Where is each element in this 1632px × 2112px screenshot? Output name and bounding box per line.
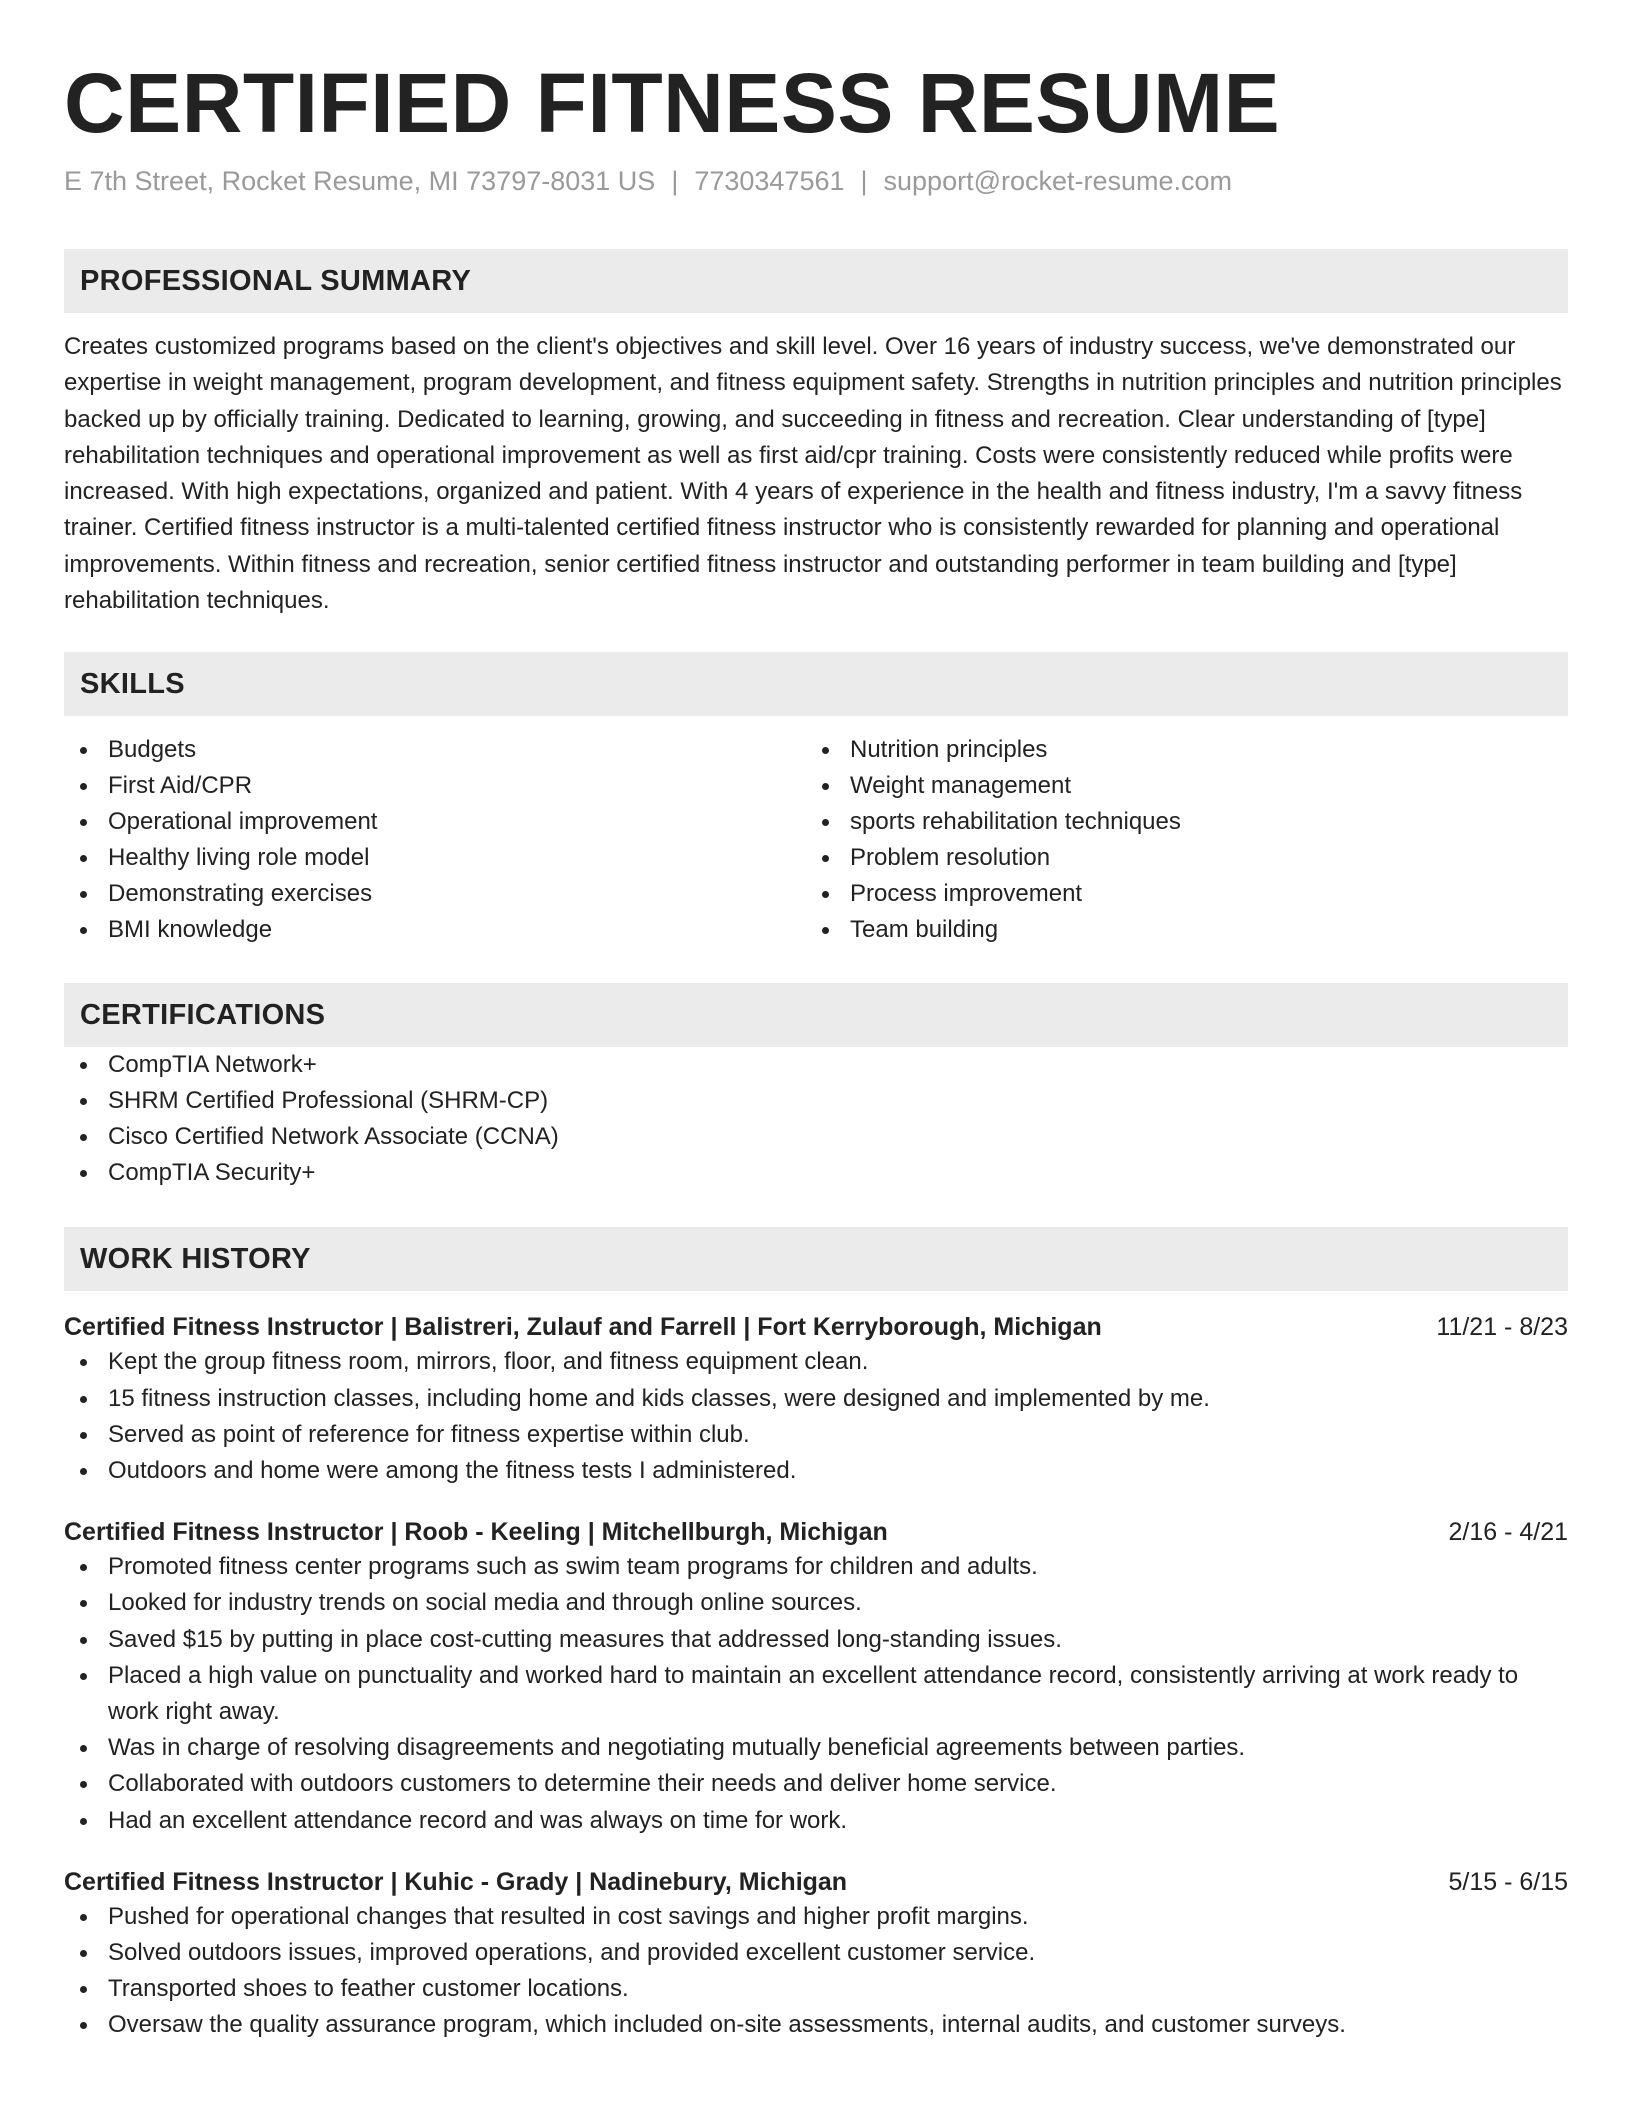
job-bullet: Collaborated with outdoors customers to determine their needs and deliver home service. xyxy=(64,1766,1568,1802)
job-header xyxy=(64,1515,1568,1549)
skills-grid xyxy=(64,732,1568,948)
contact-address: E 7th Street, Rocket Resume, MI 73797-8031 US xyxy=(64,166,656,196)
job-dates: 2/16 - 4/21 xyxy=(1448,1518,1568,1547)
section-header-work-history: WORK HISTORY xyxy=(64,1227,1568,1291)
contact-email: support@rocket-resume.com xyxy=(883,166,1233,196)
job-bullets xyxy=(64,1899,1568,2044)
resume-title: CERTIFIED FITNESS RESUME xyxy=(64,56,1281,150)
job-bullet: Pushed for operational changes that resulted in cost savings and higher profit margins. xyxy=(64,1899,1568,1935)
section-header-certifications: CERTIFICATIONS xyxy=(64,983,1568,1047)
contact-separator: | xyxy=(860,166,868,196)
contact-phone: 7730347561 xyxy=(694,166,845,196)
certifications-list xyxy=(64,1047,1568,1191)
skill-item: Process improvement xyxy=(806,876,1548,912)
certification-item: SHRM Certified Professional (SHRM-CP) xyxy=(64,1083,1568,1119)
job-dates: 5/15 - 6/15 xyxy=(1448,1867,1568,1896)
section-header-skills: SKILLS xyxy=(64,652,1568,716)
job-title: Certified Fitness Instructor | Kuhic - Grady | Nadinebury, Michigan xyxy=(64,1867,848,1896)
job-bullet: Solved outdoors issues, improved operations, and provided excellent customer service. xyxy=(64,1935,1568,1971)
certification-item: Cisco Certified Network Associate (CCNA) xyxy=(64,1119,1568,1155)
certification-item: CompTIA Security+ xyxy=(64,1155,1568,1191)
section-header-summary: PROFESSIONAL SUMMARY xyxy=(64,249,1568,313)
skill-item: Weight management xyxy=(806,768,1548,804)
job-bullet: Placed a high value on punctuality and worked hard to maintain an excellent attendance record, consistently arriving at work ready to work right away. xyxy=(64,1658,1568,1730)
job-bullet: Served as point of reference for fitness expertise within club. xyxy=(64,1417,1568,1453)
job-bullets xyxy=(64,1344,1568,1489)
job-bullet: Outdoors and home were among the fitness tests I administered. xyxy=(64,1453,1568,1489)
skills-column-right xyxy=(806,732,1548,948)
contact-line xyxy=(64,164,1568,198)
job-bullet: Saved $15 by putting in place cost-cutting measures that addressed long-standing issues. xyxy=(64,1622,1568,1658)
skill-item: Nutrition principles xyxy=(806,732,1548,768)
skill-item: Team building xyxy=(806,912,1548,948)
job-header xyxy=(64,1310,1568,1344)
job-dates: 11/21 - 8/23 xyxy=(1436,1313,1568,1342)
job-bullet: Looked for industry trends on social media and through online sources. xyxy=(64,1585,1568,1621)
job-bullet: Had an excellent attendance record and was always on time for work. xyxy=(64,1803,1568,1839)
job-title: Certified Fitness Instructor | Balistreri, Zulauf and Farrell | Fort Kerryborough, Michigan xyxy=(64,1313,1102,1342)
job-bullet: Was in charge of resolving disagreements and negotiating mutually beneficial agreements between parties. xyxy=(64,1730,1568,1766)
job-bullet: Transported shoes to feather customer locations. xyxy=(64,1971,1568,2007)
contact-separator: | xyxy=(671,166,679,196)
job-entry xyxy=(64,1515,1568,1839)
job-bullet: Kept the group fitness room, mirrors, floor, and fitness equipment clean. xyxy=(64,1344,1568,1380)
skill-item: Problem resolution xyxy=(806,840,1548,876)
skills-column-left xyxy=(64,732,806,948)
job-entry xyxy=(64,1310,1568,1489)
job-header xyxy=(64,1865,1568,1899)
resume-page xyxy=(64,0,1568,2044)
job-entry xyxy=(64,1865,1568,2044)
skill-item: Operational improvement xyxy=(64,804,806,840)
job-bullets xyxy=(64,1549,1568,1839)
job-title: Certified Fitness Instructor | Roob - Keeling | Mitchellburgh, Michigan xyxy=(64,1518,888,1547)
skill-item: Budgets xyxy=(64,732,806,768)
skill-item: First Aid/CPR xyxy=(64,768,806,804)
skill-item: Healthy living role model xyxy=(64,840,806,876)
skill-item: sports rehabilitation techniques xyxy=(806,804,1548,840)
job-bullet: 15 fitness instruction classes, including home and kids classes, were designed and implemented by me. xyxy=(64,1381,1568,1417)
certification-item: CompTIA Network+ xyxy=(64,1047,1568,1083)
skill-item: Demonstrating exercises xyxy=(64,876,806,912)
skill-item: BMI knowledge xyxy=(64,912,806,948)
job-bullet: Oversaw the quality assurance program, which included on-site assessments, internal audits, and customer surveys. xyxy=(64,2007,1568,2043)
job-bullet: Promoted fitness center programs such as swim team programs for children and adults. xyxy=(64,1549,1568,1585)
summary-text: Creates customized programs based on the client's objectives and skill level. Over 16 years of industry success, we've demonstrated our expertise in weight management, program development, and fitness equipment safety. Strengths in nutrition principles and nutrition principles backed up by officially training. Dedicated to learning, growing, and succeeding in fitness and recreation. Clear understanding of [type] rehabilitation techniques and operational improvement as well as first aid/cpr training. Costs were consistently reduced while profits were increased. With high expectations, organized and patient. With 4 years of experience in the health and fitness industry, I'm a savvy fitness trainer. Certified fitness instructor is a multi-talented certified fitness instructor who is consistently rewarded for planning and operational improvements. Within fitness and recreation, senior certified fitness instructor and outstanding performer in team building and [type] rehabilitation techniques. xyxy=(64,333,1562,615)
